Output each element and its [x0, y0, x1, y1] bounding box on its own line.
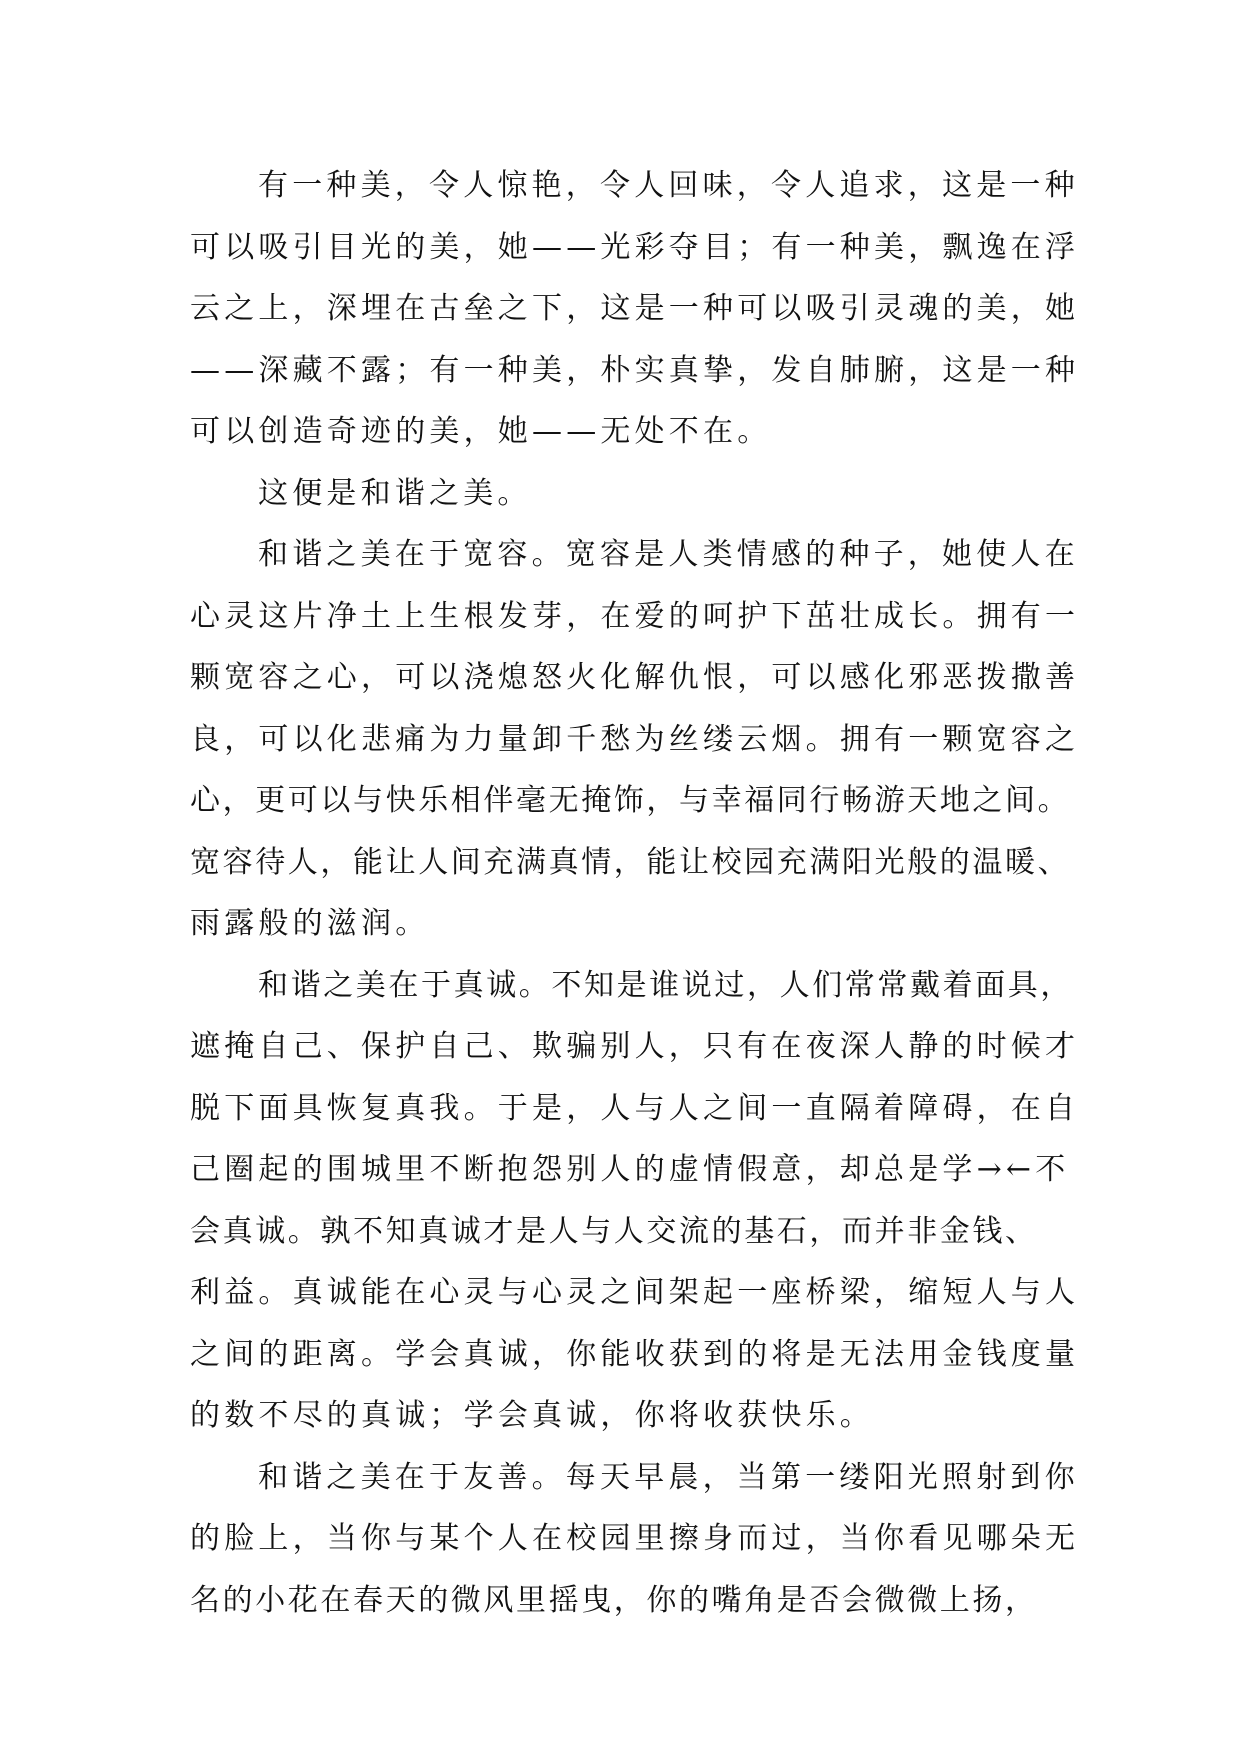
- paragraph-line: 颗宽容之心，可以浇熄怒火化解仇恨，可以感化邪恶拨撒善: [190, 660, 1080, 695]
- paragraph-line: 宽容待人，能让人间充满真情，能让校园充满阳光般的温暖、: [190, 844, 1071, 880]
- paragraph-line: 云之上，深埋在古垒之下，这是一种可以吸引灵魂的美，她: [190, 291, 1080, 326]
- paragraph-line: 心灵这片净土上生根发芽，在爱的呵护下茁壮成长。拥有一: [190, 598, 1080, 634]
- paragraph-line: 有一种美，令人惊艳，令人回味，令人追求，这是一种: [258, 168, 1079, 203]
- paragraph-line: 良，可以化悲痛为力量卸千愁为丝缕云烟。拥有一颗宽容之: [190, 721, 1080, 757]
- paragraph-line: 雨露般的滋润。: [190, 906, 430, 941]
- paragraph-line: 己圈起的围城里不断抱怨别人的虚情假意，却总是学→←不: [190, 1152, 1070, 1187]
- paragraph-line: 遮掩自己、保护自己、欺骗别人，只有在夜深人静的时候才: [190, 1029, 1080, 1064]
- paragraph-line: 可以吸引目光的美，她——光彩夺目；有一种美，飘逸在浮: [190, 229, 1080, 265]
- paragraph-line: 会真诚。孰不知真诚才是人与人交流的基石，而并非金钱、: [190, 1213, 1038, 1249]
- paragraph-line: 心，更可以与快乐相伴毫无掩饰，与幸福同行畅游天地之间。: [190, 783, 1071, 818]
- paragraph-line: ——深藏不露；有一种美，朴实真挚，发自肺腑，这是一种: [190, 352, 1080, 388]
- paragraph-line: 这便是和谐之美。: [258, 475, 532, 511]
- paragraph-line: 脱下面具恢复真我。于是，人与人之间一直隔着障碍，在自: [190, 1090, 1080, 1126]
- paragraph-line: 可以创造奇迹的美，她——无处不在。: [190, 414, 772, 449]
- paragraph-line: 和谐之美在于友善。每天早晨，当第一缕阳光照射到你: [258, 1459, 1079, 1495]
- paragraph-line: 之间的距离。学会真诚，你能收获到的将是无法用金钱度量: [190, 1336, 1080, 1372]
- paragraph-line: 名的小花在春天的微风里摇曳，你的嘴角是否会微微上扬，: [190, 1582, 1038, 1618]
- paragraph-line: 利益。真诚能在心灵与心灵之间架起一座桥梁，缩短人与人: [190, 1275, 1080, 1310]
- paragraph-line: 的脸上，当你与某个人在校园里擦身而过，当你看见哪朵无: [190, 1521, 1080, 1556]
- paragraph-line: 和谐之美在于真诚。不知是谁说过，人们常常戴着面具，: [258, 967, 1073, 1003]
- essay-text: [190, 155, 1080, 1631]
- paragraph-line: 和谐之美在于宽容。宽容是人类情感的种子，她使人在: [258, 537, 1079, 572]
- paragraph-line: 的数不尽的真诚；学会真诚，你将收获快乐。: [190, 1398, 874, 1433]
